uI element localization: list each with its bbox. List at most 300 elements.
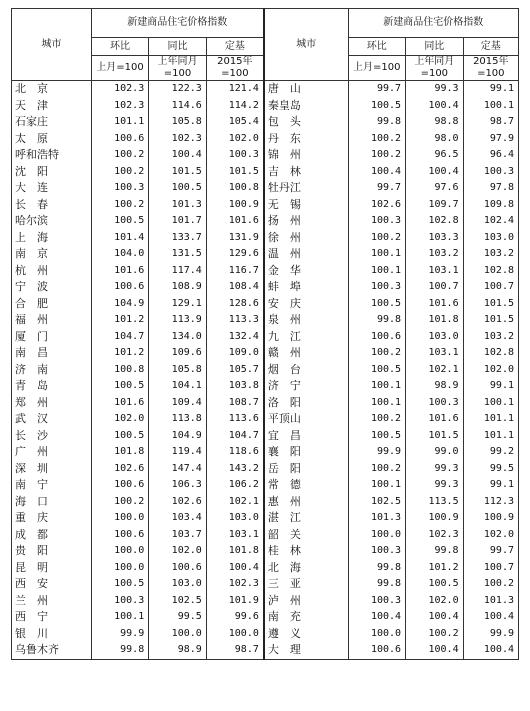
city-name-right: 丹 东 <box>264 131 348 148</box>
mom-value-right: 100.6 <box>348 642 406 659</box>
yoy-value-left: 109.6 <box>149 345 207 362</box>
mom-subheader-left: 上月=100 <box>91 56 149 81</box>
base-value-left: 104.7 <box>206 428 264 445</box>
city-name-left: 沈 阳 <box>12 164 92 181</box>
mom-value-right: 100.1 <box>348 246 406 263</box>
mom-value-right: 102.5 <box>348 494 406 511</box>
yoy-value-left: 101.7 <box>149 213 207 230</box>
yoy-value-right: 103.0 <box>406 329 464 346</box>
base-subheader-left: 2015年=100 <box>206 56 264 81</box>
base-value-left: 129.6 <box>206 246 264 263</box>
city-name-left: 深 圳 <box>12 461 92 478</box>
mom-value-left: 100.6 <box>91 527 149 544</box>
city-column-header-left: 城市 <box>12 9 92 81</box>
base-value-left: 113.6 <box>206 411 264 428</box>
yoy-value-left: 131.5 <box>149 246 207 263</box>
base-header-left: 定基 <box>206 38 264 56</box>
mom-value-left: 104.7 <box>91 329 149 346</box>
base-value-right: 99.2 <box>463 444 518 461</box>
yoy-value-right: 102.1 <box>406 362 464 379</box>
yoy-value-left: 102.3 <box>149 131 207 148</box>
yoy-value-right: 103.2 <box>406 246 464 263</box>
yoy-value-right: 97.6 <box>406 180 464 197</box>
yoy-value-right: 99.3 <box>406 477 464 494</box>
yoy-value-left: 101.5 <box>149 164 207 181</box>
mom-value-left: 101.2 <box>91 312 149 329</box>
mom-value-left: 100.0 <box>91 543 149 560</box>
yoy-value-left: 99.5 <box>149 609 207 626</box>
mom-value-left: 100.5 <box>91 576 149 593</box>
yoy-value-left: 98.9 <box>149 642 207 659</box>
city-name-left: 广 州 <box>12 444 92 461</box>
base-value-right: 99.7 <box>463 543 518 560</box>
city-name-left: 福 州 <box>12 312 92 329</box>
table-row <box>12 263 519 280</box>
yoy-subheader-left: 上年同月=100 <box>149 56 207 81</box>
base-value-left: 109.0 <box>206 345 264 362</box>
base-value-left: 131.9 <box>206 230 264 247</box>
city-name-left: 青 岛 <box>12 378 92 395</box>
base-value-right: 101.5 <box>463 312 518 329</box>
city-name-left: 宁 波 <box>12 279 92 296</box>
table-header <box>12 9 519 81</box>
table-row <box>12 296 519 313</box>
yoy-value-left: 100.4 <box>149 147 207 164</box>
base-value-left: 102.0 <box>206 131 264 148</box>
mom-value-right: 100.1 <box>348 263 406 280</box>
yoy-value-left: 103.0 <box>149 576 207 593</box>
table-row <box>12 593 519 610</box>
base-value-left: 100.4 <box>206 560 264 577</box>
mom-value-right: 100.2 <box>348 411 406 428</box>
yoy-value-right: 96.5 <box>406 147 464 164</box>
base-value-left: 101.9 <box>206 593 264 610</box>
city-name-right: 包 头 <box>264 114 348 131</box>
table-row <box>12 81 519 98</box>
base-value-right: 101.3 <box>463 593 518 610</box>
table-row <box>12 312 519 329</box>
mom-value-left: 101.4 <box>91 230 149 247</box>
table-row <box>12 180 519 197</box>
city-name-right: 北 海 <box>264 560 348 577</box>
base-value-left: 102.3 <box>206 576 264 593</box>
yoy-value-left: 108.9 <box>149 279 207 296</box>
yoy-value-right: 103.1 <box>406 263 464 280</box>
table-row <box>12 642 519 659</box>
base-value-left: 99.6 <box>206 609 264 626</box>
city-name-left: 长 春 <box>12 197 92 214</box>
table-row <box>12 197 519 214</box>
mom-value-right: 100.6 <box>348 329 406 346</box>
mom-value-left: 100.3 <box>91 180 149 197</box>
mom-value-left: 100.1 <box>91 609 149 626</box>
base-value-left: 101.5 <box>206 164 264 181</box>
city-name-right: 襄 阳 <box>264 444 348 461</box>
mom-value-right: 100.2 <box>348 230 406 247</box>
yoy-value-right: 100.4 <box>406 609 464 626</box>
city-name-right: 安 庆 <box>264 296 348 313</box>
city-name-right: 牡丹江 <box>264 180 348 197</box>
base-value-right: 100.7 <box>463 560 518 577</box>
city-name-right: 济 宁 <box>264 378 348 395</box>
city-name-right: 烟 台 <box>264 362 348 379</box>
base-subheader-right: 2015年=100 <box>463 56 518 81</box>
city-name-left: 昆 明 <box>12 560 92 577</box>
base-value-left: 105.7 <box>206 362 264 379</box>
city-name-left: 合 肥 <box>12 296 92 313</box>
city-name-left: 大 连 <box>12 180 92 197</box>
table-row <box>12 626 519 643</box>
mom-value-left: 100.2 <box>91 164 149 181</box>
yoy-value-left: 104.1 <box>149 378 207 395</box>
yoy-value-right: 101.8 <box>406 312 464 329</box>
city-name-left: 贵 阳 <box>12 543 92 560</box>
yoy-value-right: 100.4 <box>406 164 464 181</box>
base-value-left: 98.7 <box>206 642 264 659</box>
base-value-right: 99.1 <box>463 477 518 494</box>
table-row <box>12 213 519 230</box>
yoy-value-right: 100.2 <box>406 626 464 643</box>
base-value-right: 100.1 <box>463 98 518 115</box>
city-name-right: 宜 昌 <box>264 428 348 445</box>
base-value-left: 113.3 <box>206 312 264 329</box>
base-value-left: 103.0 <box>206 510 264 527</box>
mom-value-left: 102.3 <box>91 98 149 115</box>
yoy-value-left: 102.6 <box>149 494 207 511</box>
base-value-right: 100.2 <box>463 576 518 593</box>
yoy-value-left: 109.4 <box>149 395 207 412</box>
city-name-right: 三 亚 <box>264 576 348 593</box>
mom-value-right: 99.7 <box>348 180 406 197</box>
mom-value-right: 100.3 <box>348 279 406 296</box>
mom-value-left: 102.3 <box>91 81 149 98</box>
table-row <box>12 543 519 560</box>
city-name-left: 济 南 <box>12 362 92 379</box>
yoy-value-right: 100.4 <box>406 642 464 659</box>
city-name-right: 锦 州 <box>264 147 348 164</box>
table-row <box>12 147 519 164</box>
yoy-value-left: 100.6 <box>149 560 207 577</box>
table-row <box>12 164 519 181</box>
city-name-left: 西 宁 <box>12 609 92 626</box>
base-value-left: 143.2 <box>206 461 264 478</box>
yoy-value-right: 103.3 <box>406 230 464 247</box>
yoy-value-left: 105.8 <box>149 362 207 379</box>
city-name-left: 上 海 <box>12 230 92 247</box>
base-value-right: 100.7 <box>463 279 518 296</box>
city-name-left: 长 沙 <box>12 428 92 445</box>
base-value-right: 100.9 <box>463 510 518 527</box>
city-name-left: 北 京 <box>12 81 92 98</box>
mom-value-left: 100.2 <box>91 197 149 214</box>
base-value-left: 108.4 <box>206 279 264 296</box>
base-value-left: 128.6 <box>206 296 264 313</box>
mom-value-left: 100.2 <box>91 147 149 164</box>
base-value-left: 101.8 <box>206 543 264 560</box>
mom-value-right: 100.5 <box>348 296 406 313</box>
table-row <box>12 329 519 346</box>
mom-value-left: 99.8 <box>91 642 149 659</box>
mom-value-right: 100.1 <box>348 378 406 395</box>
city-name-left: 武 汉 <box>12 411 92 428</box>
city-name-left: 太 原 <box>12 131 92 148</box>
table-row <box>12 461 519 478</box>
base-value-right: 96.4 <box>463 147 518 164</box>
mom-value-right: 100.4 <box>348 164 406 181</box>
mom-value-right: 99.8 <box>348 560 406 577</box>
city-name-left: 厦 门 <box>12 329 92 346</box>
city-name-right: 南 充 <box>264 609 348 626</box>
yoy-value-right: 100.3 <box>406 395 464 412</box>
base-value-left: 121.4 <box>206 81 264 98</box>
city-name-left: 哈尔滨 <box>12 213 92 230</box>
city-name-left: 海 口 <box>12 494 92 511</box>
yoy-value-right: 102.3 <box>406 527 464 544</box>
base-value-left: 103.1 <box>206 527 264 544</box>
mom-value-left: 100.5 <box>91 213 149 230</box>
base-value-right: 101.5 <box>463 296 518 313</box>
base-value-left: 108.7 <box>206 395 264 412</box>
mom-value-left: 100.5 <box>91 428 149 445</box>
mom-value-right: 99.8 <box>348 114 406 131</box>
city-name-right: 九 江 <box>264 329 348 346</box>
mom-header-left: 环比 <box>91 38 149 56</box>
city-name-right: 扬 州 <box>264 213 348 230</box>
yoy-value-left: 113.8 <box>149 411 207 428</box>
mom-value-right: 100.3 <box>348 543 406 560</box>
yoy-value-right: 100.9 <box>406 510 464 527</box>
yoy-value-left: 106.3 <box>149 477 207 494</box>
mom-value-right: 101.3 <box>348 510 406 527</box>
mom-value-right: 100.3 <box>348 593 406 610</box>
mom-value-right: 99.8 <box>348 312 406 329</box>
yoy-value-left: 114.6 <box>149 98 207 115</box>
city-name-right: 无 锡 <box>264 197 348 214</box>
city-name-right: 泸 州 <box>264 593 348 610</box>
table-row <box>12 560 519 577</box>
table-row <box>12 246 519 263</box>
base-value-left: 132.4 <box>206 329 264 346</box>
base-value-right: 98.7 <box>463 114 518 131</box>
base-value-left: 102.1 <box>206 494 264 511</box>
base-value-right: 112.3 <box>463 494 518 511</box>
mom-value-left: 101.6 <box>91 395 149 412</box>
base-value-right: 99.1 <box>463 81 518 98</box>
price-index-table <box>11 8 519 660</box>
mom-header-right: 环比 <box>348 38 406 56</box>
base-value-right: 100.4 <box>463 609 518 626</box>
yoy-value-left: 134.0 <box>149 329 207 346</box>
yoy-subheader-right: 上年同月=100 <box>406 56 464 81</box>
yoy-value-right: 98.0 <box>406 131 464 148</box>
base-value-left: 100.9 <box>206 197 264 214</box>
yoy-value-left: 122.3 <box>149 81 207 98</box>
yoy-value-left: 105.8 <box>149 114 207 131</box>
yoy-value-left: 103.4 <box>149 510 207 527</box>
city-name-left: 郑 州 <box>12 395 92 412</box>
yoy-value-right: 101.5 <box>406 428 464 445</box>
mom-value-left: 100.6 <box>91 131 149 148</box>
table-row <box>12 576 519 593</box>
mom-value-right: 100.5 <box>348 362 406 379</box>
base-value-right: 102.8 <box>463 263 518 280</box>
table-row <box>12 114 519 131</box>
base-value-right: 103.2 <box>463 329 518 346</box>
base-value-right: 103.0 <box>463 230 518 247</box>
city-name-right: 岳 阳 <box>264 461 348 478</box>
index-title-right: 新建商品住宅价格指数 <box>348 9 519 38</box>
city-name-left: 乌鲁木齐 <box>12 642 92 659</box>
mom-value-left: 100.3 <box>91 593 149 610</box>
table-row <box>12 609 519 626</box>
mom-value-left: 100.0 <box>91 510 149 527</box>
base-value-right: 100.1 <box>463 395 518 412</box>
mom-value-right: 100.2 <box>348 147 406 164</box>
mom-value-left: 100.6 <box>91 477 149 494</box>
city-name-right: 洛 阳 <box>264 395 348 412</box>
mom-value-left: 101.6 <box>91 263 149 280</box>
yoy-header-left: 同比 <box>149 38 207 56</box>
base-value-left: 100.8 <box>206 180 264 197</box>
mom-value-left: 100.8 <box>91 362 149 379</box>
mom-value-right: 99.9 <box>348 444 406 461</box>
table-row <box>12 378 519 395</box>
table-row <box>12 510 519 527</box>
mom-value-left: 101.1 <box>91 114 149 131</box>
city-name-left: 西 安 <box>12 576 92 593</box>
base-value-right: 99.5 <box>463 461 518 478</box>
yoy-header-right: 同比 <box>406 38 464 56</box>
city-name-left: 石家庄 <box>12 114 92 131</box>
city-name-right: 赣 州 <box>264 345 348 362</box>
yoy-value-right: 103.1 <box>406 345 464 362</box>
mom-value-right: 102.6 <box>348 197 406 214</box>
yoy-value-right: 99.3 <box>406 81 464 98</box>
city-name-left: 天 津 <box>12 98 92 115</box>
yoy-value-left: 102.5 <box>149 593 207 610</box>
yoy-value-left: 102.0 <box>149 543 207 560</box>
base-value-right: 101.1 <box>463 411 518 428</box>
yoy-value-left: 119.4 <box>149 444 207 461</box>
yoy-value-right: 98.9 <box>406 378 464 395</box>
base-value-left: 118.6 <box>206 444 264 461</box>
table-row <box>12 98 519 115</box>
city-name-left: 成 都 <box>12 527 92 544</box>
yoy-value-left: 100.5 <box>149 180 207 197</box>
table-body <box>12 81 519 660</box>
yoy-value-right: 100.4 <box>406 98 464 115</box>
yoy-value-left: 133.7 <box>149 230 207 247</box>
base-header-right: 定基 <box>463 38 518 56</box>
table-row <box>12 279 519 296</box>
mom-value-left: 100.6 <box>91 279 149 296</box>
city-name-right: 遵 义 <box>264 626 348 643</box>
table-row <box>12 527 519 544</box>
base-value-right: 102.4 <box>463 213 518 230</box>
base-value-right: 103.2 <box>463 246 518 263</box>
table-row <box>12 230 519 247</box>
city-name-right: 秦皇岛 <box>264 98 348 115</box>
yoy-value-right: 100.7 <box>406 279 464 296</box>
city-name-right: 温 州 <box>264 246 348 263</box>
yoy-value-left: 103.7 <box>149 527 207 544</box>
base-value-left: 105.4 <box>206 114 264 131</box>
city-name-right: 吉 林 <box>264 164 348 181</box>
base-value-right: 109.8 <box>463 197 518 214</box>
base-value-right: 97.9 <box>463 131 518 148</box>
yoy-value-right: 101.6 <box>406 411 464 428</box>
yoy-value-right: 102.8 <box>406 213 464 230</box>
mom-value-right: 100.1 <box>348 395 406 412</box>
yoy-value-right: 98.8 <box>406 114 464 131</box>
table-row <box>12 395 519 412</box>
mom-value-right: 100.4 <box>348 609 406 626</box>
base-value-right: 102.0 <box>463 527 518 544</box>
city-name-left: 银 川 <box>12 626 92 643</box>
base-value-right: 100.4 <box>463 642 518 659</box>
yoy-value-left: 117.4 <box>149 263 207 280</box>
mom-value-right: 100.1 <box>348 477 406 494</box>
mom-subheader-right: 上月=100 <box>348 56 406 81</box>
yoy-value-right: 99.8 <box>406 543 464 560</box>
mom-value-left: 102.0 <box>91 411 149 428</box>
mom-value-left: 99.9 <box>91 626 149 643</box>
base-value-right: 99.1 <box>463 378 518 395</box>
yoy-value-left: 129.1 <box>149 296 207 313</box>
base-value-left: 114.2 <box>206 98 264 115</box>
city-name-left: 南 宁 <box>12 477 92 494</box>
city-name-right: 常 德 <box>264 477 348 494</box>
city-name-right: 唐 山 <box>264 81 348 98</box>
table-row <box>12 131 519 148</box>
yoy-value-right: 101.2 <box>406 560 464 577</box>
base-value-right: 102.0 <box>463 362 518 379</box>
mom-value-right: 99.8 <box>348 576 406 593</box>
base-value-right: 102.8 <box>463 345 518 362</box>
city-name-left: 南 昌 <box>12 345 92 362</box>
city-name-right: 蚌 埠 <box>264 279 348 296</box>
mom-value-left: 104.0 <box>91 246 149 263</box>
table-row <box>12 362 519 379</box>
base-value-left: 100.3 <box>206 147 264 164</box>
city-name-right: 徐 州 <box>264 230 348 247</box>
base-value-right: 99.9 <box>463 626 518 643</box>
table-row <box>12 494 519 511</box>
city-name-right: 金 华 <box>264 263 348 280</box>
mom-value-left: 101.8 <box>91 444 149 461</box>
yoy-value-left: 104.9 <box>149 428 207 445</box>
table-row <box>12 444 519 461</box>
base-value-left: 101.6 <box>206 213 264 230</box>
index-title-left: 新建商品住宅价格指数 <box>91 9 264 38</box>
table-row <box>12 477 519 494</box>
city-name-left: 杭 州 <box>12 263 92 280</box>
mom-value-right: 100.2 <box>348 345 406 362</box>
base-value-left: 116.7 <box>206 263 264 280</box>
mom-value-right: 100.2 <box>348 461 406 478</box>
mom-value-left: 100.0 <box>91 560 149 577</box>
city-name-left: 呼和浩特 <box>12 147 92 164</box>
yoy-value-right: 113.5 <box>406 494 464 511</box>
base-value-left: 106.2 <box>206 477 264 494</box>
city-name-left: 兰 州 <box>12 593 92 610</box>
base-value-right: 100.3 <box>463 164 518 181</box>
mom-value-left: 100.2 <box>91 494 149 511</box>
yoy-value-left: 147.4 <box>149 461 207 478</box>
yoy-value-right: 101.6 <box>406 296 464 313</box>
mom-value-right: 100.3 <box>348 213 406 230</box>
city-name-right: 桂 林 <box>264 543 348 560</box>
